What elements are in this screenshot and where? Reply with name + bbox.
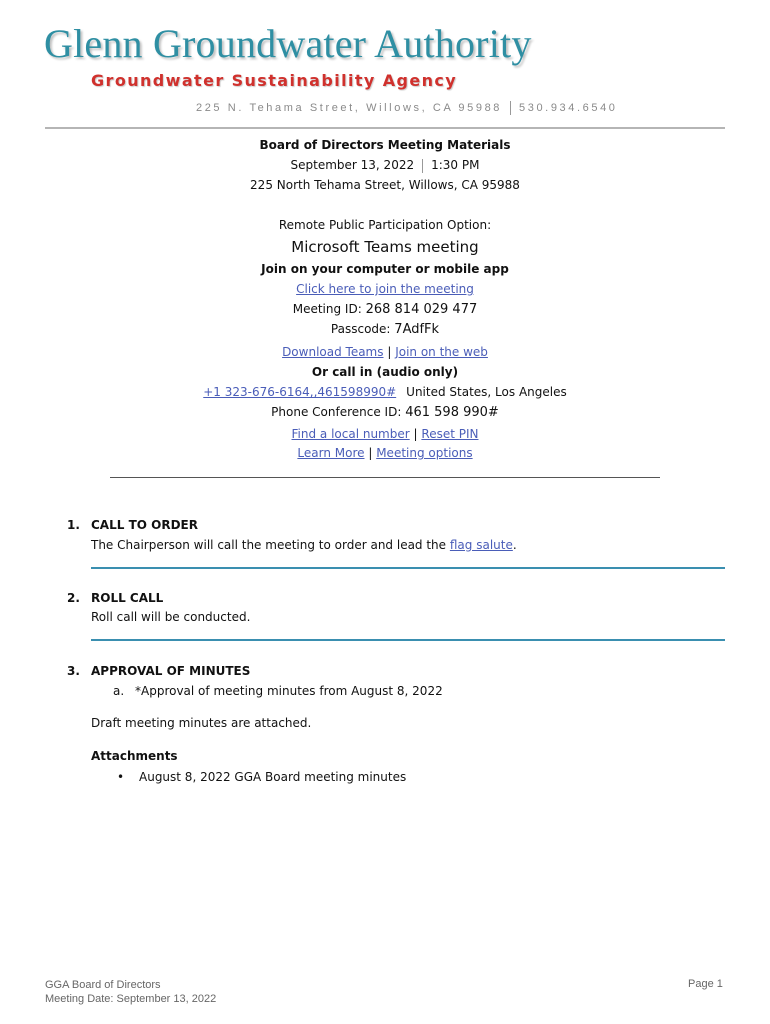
remote-label: Remote Public Participation Option: (278, 218, 492, 232)
meeting-id-label: Meeting ID: (292, 302, 362, 316)
bullet-icon: • (117, 770, 125, 784)
org-subtitle: Groundwater Sustainability Agency (91, 71, 458, 90)
sub-item-letter: a. (113, 684, 125, 698)
footer-left (45, 978, 216, 1006)
phone-number-link[interactable]: +1 323-676-6164,,461598990# (203, 385, 397, 399)
join-web-link[interactable]: Join on the web (395, 345, 488, 359)
passcode: 7AdfFk (394, 322, 440, 337)
pipe-separator: | (413, 427, 418, 441)
meeting-id: 268 814 029 477 (365, 302, 478, 317)
footer-org: GGA Board of Directors (45, 979, 161, 991)
minutes-note: Draft meeting minutes are attached. (91, 716, 312, 730)
pipe-separator: | (368, 446, 373, 460)
meeting-location: 225 North Tehama Street, Willows, CA 95988 (250, 178, 520, 192)
phone-row (0, 385, 770, 399)
conference-id-label: Phone Conference ID: (271, 405, 402, 419)
join-meeting-link[interactable]: Click here to join the meeting (296, 282, 474, 296)
meeting-datetime (0, 158, 770, 173)
footer-meeting-date: Meeting Date: September 13, 2022 (45, 993, 217, 1005)
sub-item-text: *Approval of meeting minutes from August 8, 2022 (135, 684, 443, 698)
section-divider (91, 639, 725, 641)
org-address-line (196, 101, 618, 115)
address-separator (510, 101, 511, 115)
item-body-end: . (512, 538, 517, 552)
item-title: ROLL CALL (91, 591, 164, 605)
meeting-time: 1:30 PM (431, 158, 480, 172)
find-local-number-link[interactable]: Find a local number (291, 427, 410, 441)
item-body: Roll call will be conducted. (91, 610, 251, 624)
meeting-id-row (0, 302, 770, 317)
conference-id: 461 598 990# (405, 405, 499, 420)
join-link-row (0, 282, 770, 296)
teams-title: Microsoft Teams meeting (291, 238, 479, 256)
phone-region: United States, Los Angeles (406, 385, 567, 399)
local-number-row (0, 427, 770, 441)
item-number: 1. (67, 518, 80, 532)
page-number: Page 1 (688, 978, 723, 990)
meeting-heading: Board of Directors Meeting Materials (259, 138, 511, 152)
item-title: APPROVAL OF MINUTES (91, 664, 251, 678)
item-title: CALL TO ORDER (91, 518, 198, 532)
passcode-row (0, 322, 770, 337)
download-row (0, 345, 770, 359)
meeting-info-divider (110, 477, 660, 478)
join-label: Join on your computer or mobile app (261, 262, 509, 276)
org-phone: 530.934.6540 (519, 101, 618, 114)
pipe-separator: | (387, 345, 392, 359)
item-number: 2. (67, 591, 80, 605)
section-divider (91, 567, 725, 569)
download-teams-link[interactable]: Download Teams (282, 345, 384, 359)
flag-salute-link[interactable]: flag salute (449, 538, 513, 552)
item-number: 3. (67, 664, 80, 678)
passcode-label: Passcode: (330, 322, 391, 336)
item-body (91, 538, 517, 552)
conference-id-row (0, 405, 770, 420)
header-divider (45, 127, 725, 129)
call-in-label: Or call in (audio only) (311, 365, 459, 379)
learn-more-link[interactable]: Learn More (297, 446, 365, 460)
org-address: 225 N. Tehama Street, Willows, CA 95988 (196, 101, 503, 114)
attachments-heading: Attachments (91, 749, 178, 763)
attachment-item: August 8, 2022 GGA Board meeting minutes (139, 770, 407, 784)
datetime-separator (422, 159, 423, 173)
meeting-date: September 13, 2022 (290, 158, 415, 172)
reset-pin-link[interactable]: Reset PIN (421, 427, 479, 441)
item-body-text: The Chairperson will call the meeting to order and lead the (91, 538, 450, 552)
meeting-options-link[interactable]: Meeting options (376, 446, 473, 460)
org-title: Glenn Groundwater Authority (44, 21, 532, 66)
learn-more-row (0, 446, 770, 460)
